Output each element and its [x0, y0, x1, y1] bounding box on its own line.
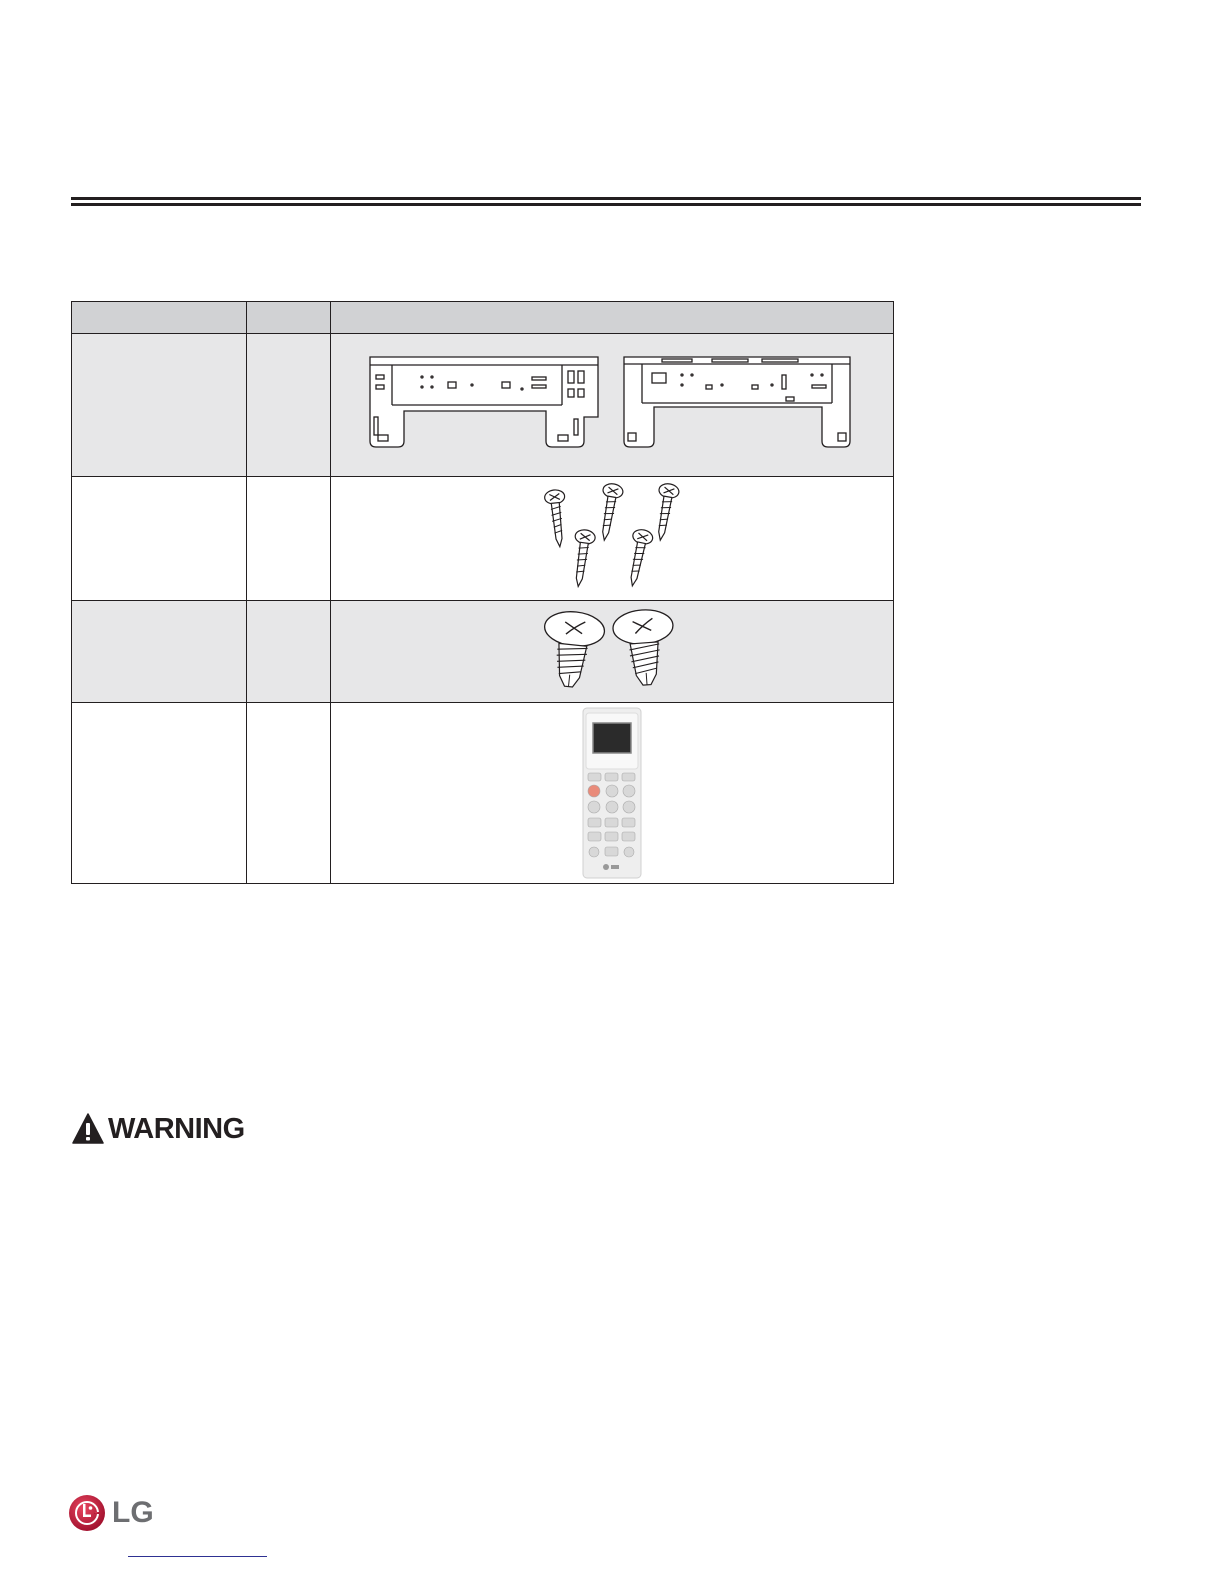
- screw-icon: [594, 483, 624, 542]
- part-name-cell: [72, 334, 247, 477]
- warning-triangle-icon: [72, 1113, 104, 1145]
- table-row: [72, 601, 894, 703]
- part-name-cell: [72, 477, 247, 601]
- remote-display: [593, 723, 631, 753]
- part-image-cell: [331, 703, 894, 884]
- installation-plates-image: [362, 355, 862, 455]
- table-row: [72, 477, 894, 601]
- table-header-row: [72, 302, 894, 334]
- screw-icon: [544, 488, 570, 547]
- part-image-cell: [331, 601, 894, 703]
- anchor-screw-icon: [612, 609, 677, 687]
- part-quantity-cell: [247, 703, 331, 884]
- part-name-cell: [72, 601, 247, 703]
- plate-screws-image: [532, 483, 692, 595]
- part-image-cell: [331, 477, 894, 601]
- warning-heading: [72, 1112, 245, 1146]
- footer-link[interactable]: [128, 1556, 267, 1557]
- header-cell-name: [72, 302, 247, 334]
- screw-icon: [623, 527, 654, 587]
- part-quantity-cell: [247, 477, 331, 601]
- installation-plate-left: [370, 357, 598, 447]
- warning-label: WARNING: [108, 1112, 245, 1145]
- parts-table: [71, 301, 894, 884]
- part-quantity-cell: [247, 601, 331, 703]
- screw-icon: [650, 483, 680, 542]
- screw-icon: [568, 528, 596, 587]
- header-rule-top: [71, 197, 1141, 200]
- lg-logo-text: LG: [112, 1496, 154, 1529]
- remote-controller-image: [582, 707, 642, 879]
- header-cell-image: [331, 302, 894, 334]
- anchor-screw-icon: [542, 609, 606, 690]
- installation-plate-right: [624, 357, 850, 447]
- header-rule-bottom: [71, 203, 1141, 206]
- remote-lg-logo: [603, 864, 609, 870]
- table-row: [72, 703, 894, 884]
- header-cell-quantity: [247, 302, 331, 334]
- anchor-screws-image: [542, 609, 682, 695]
- lg-logo: [68, 1494, 154, 1532]
- lg-logo-icon: [68, 1494, 106, 1532]
- table-row: [72, 334, 894, 477]
- part-quantity-cell: [247, 334, 331, 477]
- part-name-cell: [72, 703, 247, 884]
- part-image-cell: [331, 334, 894, 477]
